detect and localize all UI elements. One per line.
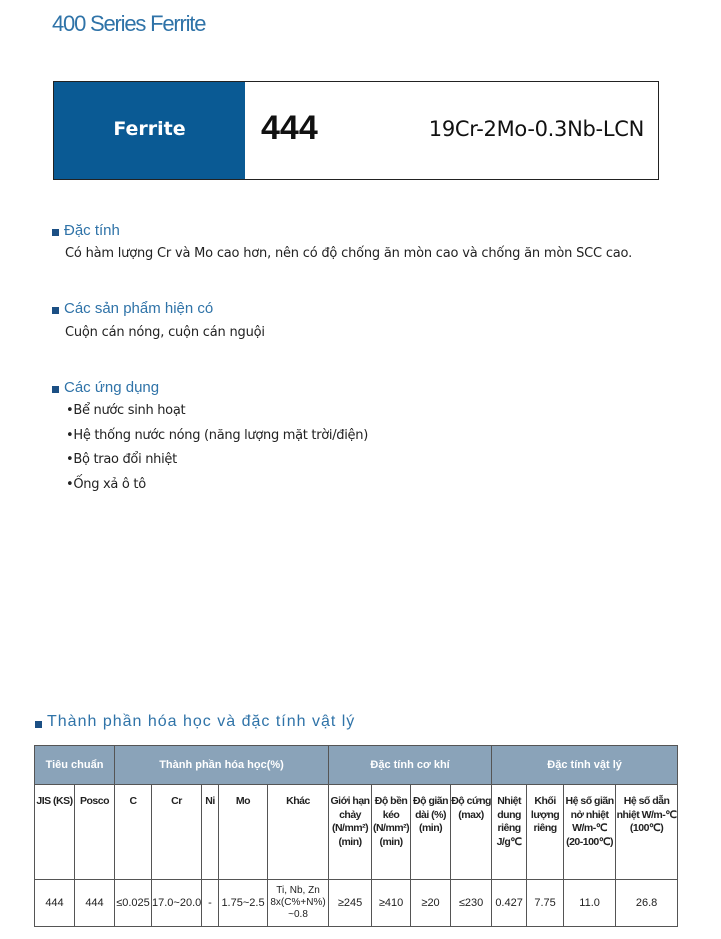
features-text: Có hàm lượng Cr và Mo cao hơn, nên có độ chống ăn mòn cao và chống ăn mòn SCC cao. <box>65 246 633 261</box>
table-cell: Ti, Nb, Zn 8x(C%+N%) ~0.8 <box>268 880 329 927</box>
square-bullet-icon <box>52 229 59 236</box>
spec-table <box>34 745 678 927</box>
square-bullet-icon <box>52 307 59 314</box>
category-label: Ferrite <box>54 82 245 179</box>
products-heading <box>52 300 213 317</box>
list-item: •Bể nước sinh hoạt <box>66 403 186 418</box>
list-item: •Ống xả ô tô <box>66 476 146 492</box>
column-header: Nhiệt dung riêng J/g℃ <box>492 785 527 880</box>
group-standard: Tiêu chuẩn <box>35 746 115 785</box>
table-cell: - <box>202 880 219 927</box>
square-bullet-icon <box>35 721 42 728</box>
column-header: Ni <box>202 785 219 880</box>
table-cell: 11.0 <box>564 880 616 927</box>
column-header: Độ cứng (max) <box>451 785 492 880</box>
table-row <box>35 880 678 927</box>
products-text: Cuộn cán nóng, cuộn cán nguội <box>65 325 265 340</box>
table-heading <box>35 713 355 731</box>
table-cell: 444 <box>75 880 115 927</box>
column-header: Khác <box>268 785 329 880</box>
table-cell: ≤230 <box>451 880 492 927</box>
applications-heading <box>52 379 159 396</box>
table-cell: 26.8 <box>616 880 678 927</box>
column-header: Posco <box>75 785 115 880</box>
column-header: Giới hạn chảy (N/mm²) (min) <box>329 785 372 880</box>
table-cell: 17.0~20.0 <box>152 880 202 927</box>
grade-number: 444 <box>261 109 318 147</box>
series-title: 400 Series Ferrite <box>52 11 206 36</box>
column-header: Cr <box>152 785 202 880</box>
group-physical: Đặc tính vật lý <box>492 746 678 785</box>
features-heading <box>52 222 120 239</box>
group-mechanical: Đặc tính cơ khí <box>329 746 492 785</box>
table-cell: 444 <box>35 880 75 927</box>
table-cell: ≤0.025 <box>115 880 152 927</box>
table-cell: 0.427 <box>492 880 527 927</box>
table-cell: ≥20 <box>411 880 451 927</box>
column-header: Khối lượng riêng <box>527 785 564 880</box>
table-heading-text: Thành phần hóa học và đặc tính vật lý <box>47 713 356 730</box>
column-header: JIS (KS) <box>35 785 75 880</box>
applications-list <box>66 403 368 501</box>
table-cell: ≥245 <box>329 880 372 927</box>
grade-banner <box>53 81 659 180</box>
column-header: Hệ số giãn nở nhiệt W/m-℃ (20-100℃) <box>564 785 616 880</box>
square-bullet-icon <box>52 386 59 393</box>
column-header: Hệ số dẫn nhiệt W/m-℃ (100℃) <box>616 785 678 880</box>
column-header-row <box>35 785 678 880</box>
products-heading-text: Các sản phẩm hiện có <box>64 300 214 317</box>
column-header: Độ bền kéo (N/mm²) (min) <box>372 785 411 880</box>
table-cell: 1.75~2.5 <box>219 880 268 927</box>
composition-formula: 19Cr-2Mo-0.3Nb-LCN <box>428 117 644 141</box>
column-header: Độ giãn dài (%) (min) <box>411 785 451 880</box>
list-item: •Hệ thống nước nóng (năng lượng mặt trời/điện) <box>66 427 368 443</box>
table-cell: ≥410 <box>372 880 411 927</box>
table-cell: 7.75 <box>527 880 564 927</box>
column-header: Mo <box>219 785 268 880</box>
column-header: C <box>115 785 152 880</box>
features-heading-text: Đặc tính <box>64 222 120 239</box>
group-chemical: Thành phần hóa học(%) <box>115 746 329 785</box>
group-header-row <box>35 746 678 785</box>
applications-heading-text: Các ứng dụng <box>64 379 160 396</box>
list-item: •Bộ trao đổi nhiệt <box>66 452 177 467</box>
